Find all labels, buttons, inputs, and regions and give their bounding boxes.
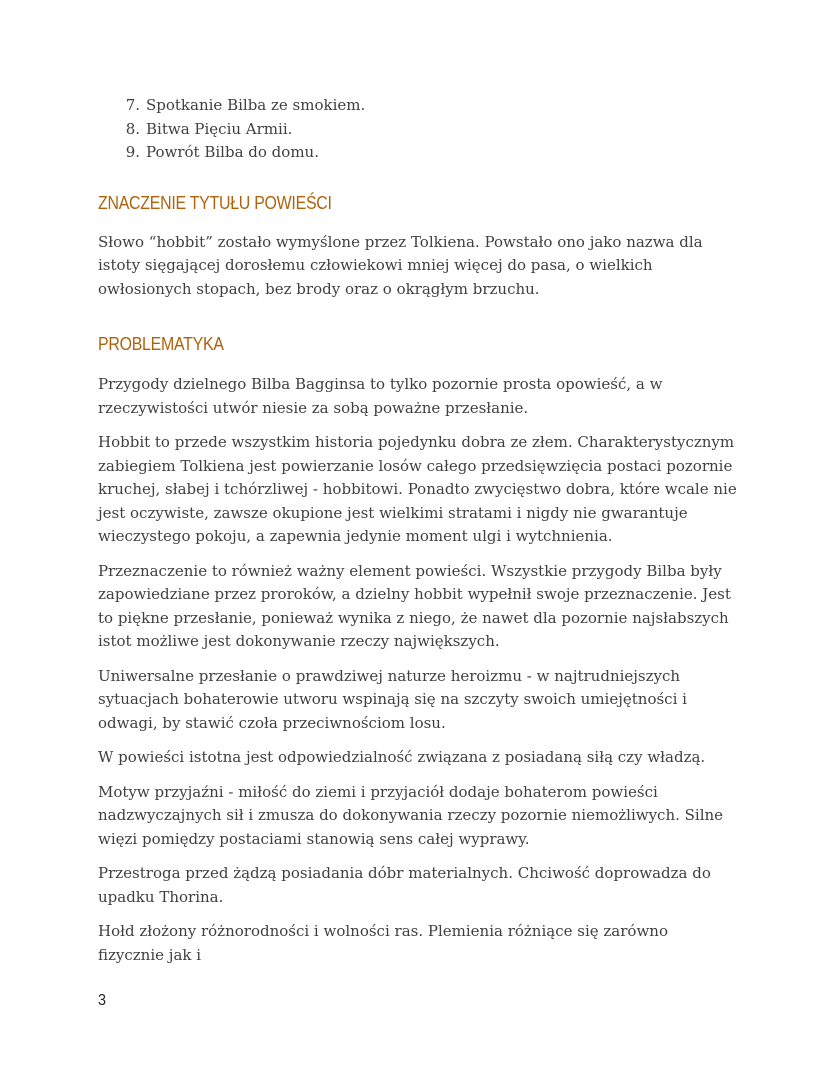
list-item [98, 118, 738, 142]
list-item-text: Powrót Bilba do domu. [146, 143, 319, 161]
paragraph: Przeznaczenie to również ważny element powieści. Wszystkie przygody Bilba były zapowiedziane przez proroków, a dzielny hobbit wypełnił swoje przeznaczenie. Jest to piękne przesłanie, ponieważ wynika z niego, że nawet dla pozornie najsłabszych istot możliwe jest dokonywanie rzeczy największych. [98, 561, 731, 650]
paragraph: Przygody dzielnego Bilba Bagginsa to tylko pozornie prosta opowieść, a w rzeczywistości utwór niesie za sobą poważne przesłanie. [98, 375, 663, 417]
section-heading-problems: PROBLEMATYKA [98, 333, 224, 354]
section-heading-title-meaning: ZNACZENIE TYTUŁU POWIEŚCI [98, 191, 332, 213]
paragraph: Hobbit to przede wszystkim historia pojedynku dobra ze złem. Charakterystycznym zabiegiem Tolkiena jest powierzanie losów całego przedsięwzięcia postaci pozornie kruchej, słabej i tchórzliwej - hobbitowi. Ponadto zwycięstwo dobra, które wcale nie jest oczywiste, zawsze okupione jest wielkimi stratami i nigdy nie gwarantuje wieczystego pokoju, a zapewnia jedynie moment ulgi i wytchnienia. [98, 433, 737, 545]
paragraph-title-meaning: Słowo “hobbit” zostało wymyślone przez Tolkiena. Powstało ono jako nazwa dla istoty sięgającej dorosłemu człowiekowi mniej więcej do pasa, o wielkich owłosionych stopach, bez brody oraz o okrągłym brzuchu. [98, 232, 703, 298]
page-content [98, 94, 738, 967]
page-number: 3 [98, 992, 107, 1009]
list-item-number: 7. [125, 96, 140, 114]
paragraph: Motyw przyjaźni - miłość do ziemi i przyjaciół dodaje bohaterom powieści nadzwyczajnych sił i zmusza do dokonywania rzeczy pozornie niemożliwych. Silne więzi pomiędzy postaciami stanowią sens całej wyprawy. [98, 782, 724, 848]
list-item-text: Bitwa Pięciu Armii. [146, 119, 293, 138]
paragraph: Hołd złożony różnorodności i wolności ras. Plemienia różniące się zarówno fizycznie jak i [98, 922, 668, 964]
list-item-number: 9. [125, 143, 140, 161]
paragraph: Uniwersalne przesłanie o prawdziwej naturze heroizmu - w najtrudniejszych sytuacjach bohaterowie utworu wspinają się na szczyty swoich umiejętności i odwagi, by stawić czoła przeciwnościom losu. [98, 666, 687, 732]
numbered-list [98, 94, 738, 165]
list-item [98, 94, 738, 118]
paragraph: W powieści istotna jest odpowiedzialność związana z posiadaną siłą czy władzą. [98, 748, 706, 766]
list-item-number: 8. [125, 119, 140, 138]
list-item [98, 141, 738, 165]
list-item-text: Spotkanie Bilba ze smokiem. [146, 96, 366, 114]
paragraph: Przestroga przed żądzą posiadania dóbr materialnych. Chciwość doprowadza do upadku Thorina. [98, 864, 711, 906]
